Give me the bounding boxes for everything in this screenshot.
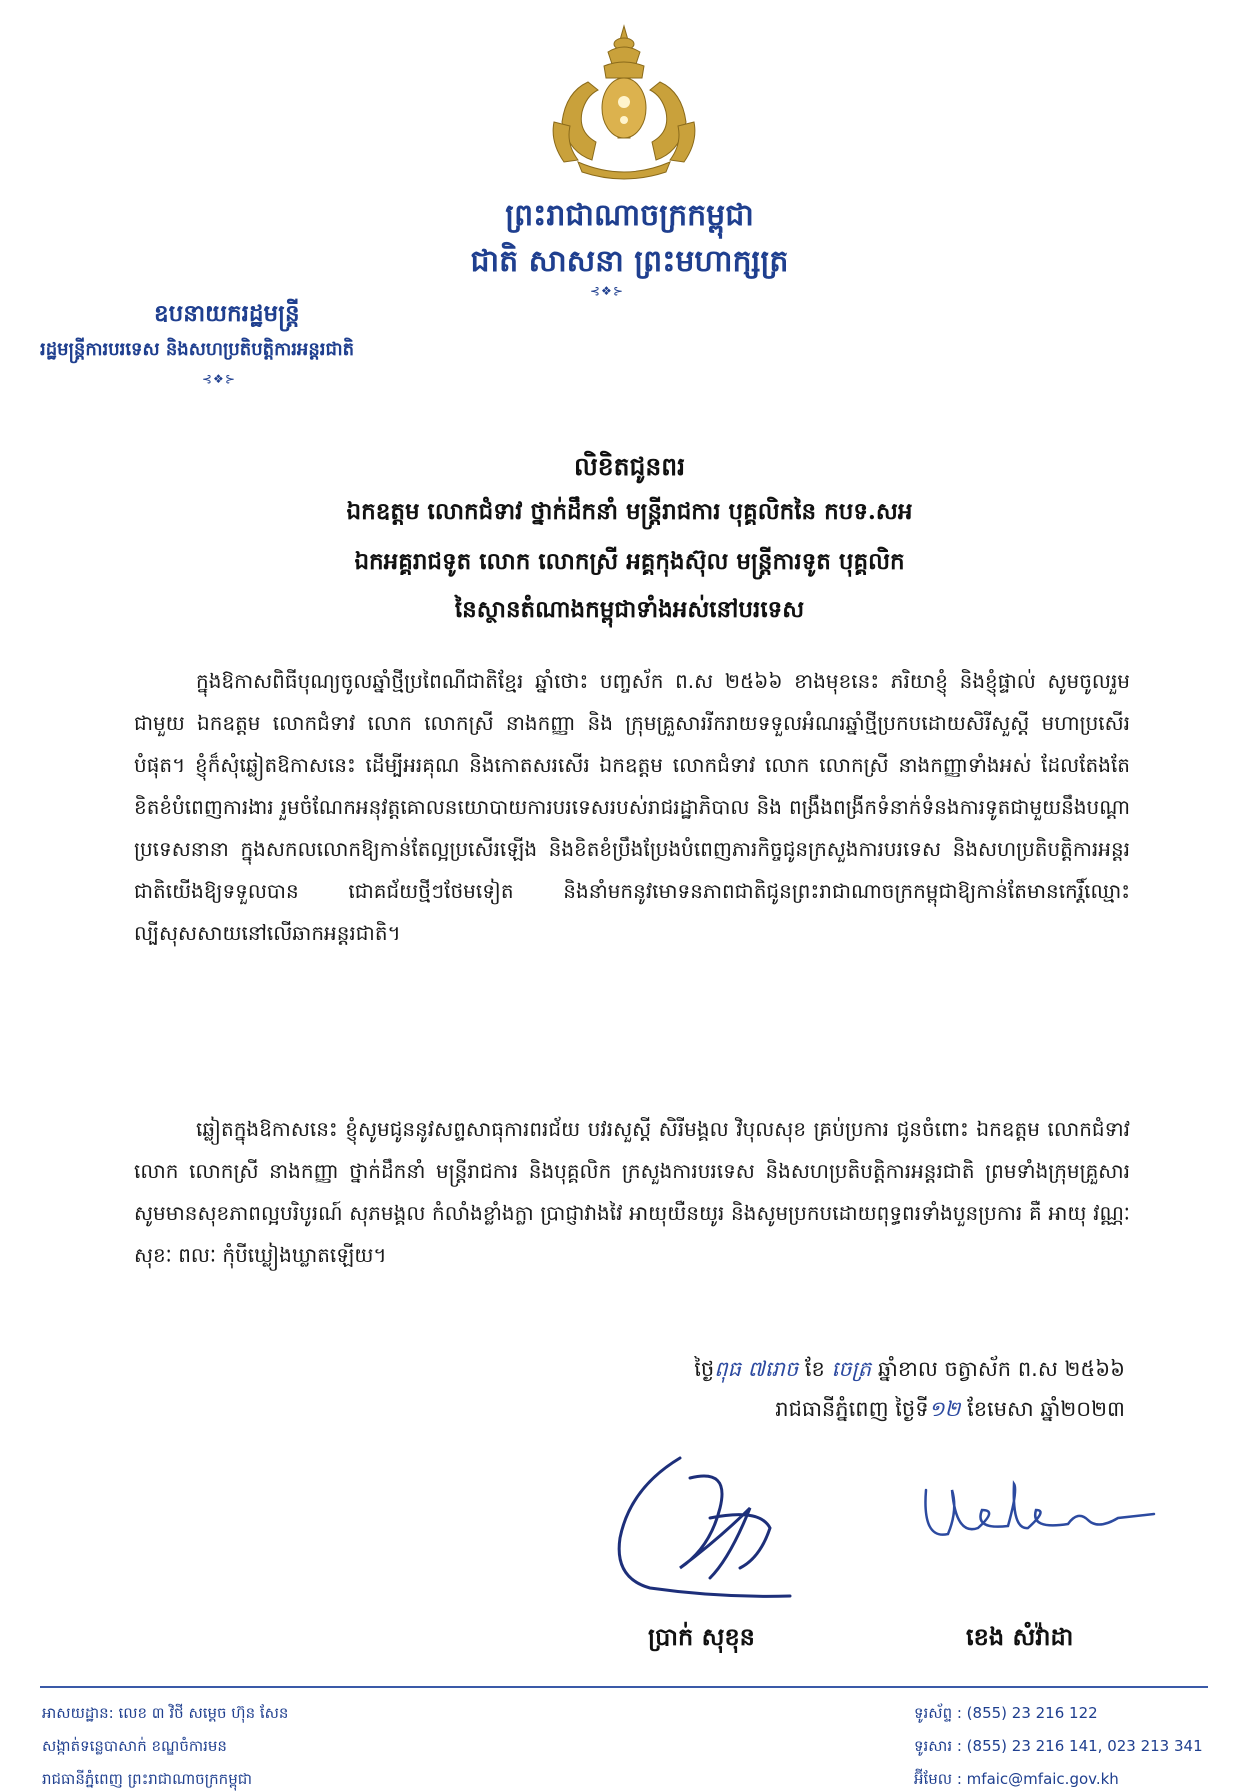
footer-address-1: អាសយដ្ឋាន: លេខ ៣ វិថី សម្តេច ហ៊ុន សែន [42, 1704, 289, 1722]
lunar-month-prefix: ខែ [804, 1357, 825, 1381]
letter-title: លិខិតជូនពរ [573, 452, 686, 481]
recipient-line-1: ឯកឧត្តម លោកជំទាវ ថ្នាក់ដឹកនាំ មន្ត្រីរាជការ បុគ្គលិកនៃ កបទ.សអ [346, 498, 913, 525]
solar-date [775, 1396, 1125, 1427]
paragraph-1-text: ក្នុងឱកាសពិធីបុណ្យចូលឆ្នាំថ្មីប្រពៃណីជាតិខ្មែរ ឆ្នាំថោះ បញ្ចស័ក ព.ស ២៥៦៦ ខាងមុខនេះ ភរិយាខ្ញុំ និងខ្ញុំផ្ទាល់ សូមចូលរួមជាមួយ ឯកឧត្តម លោកជំទាវ លោក លោកស្រី នាងកញ្ញា និង ក្រុមគ្រួសាររីករាយទទួលអំណរឆ្នាំថ្មីប្រកបដោយសិរីសួស្តី មហាប្រសើរបំផុត។ ខ្ញុំក៏សុំឆ្លៀតឱកាសនេះ ដើម្បីអរគុណ និងកោតសរសើរ ឯកឧត្តម លោកជំទាវ លោក លោកស្រី នាងកញ្ញាទាំងអស់ ដែលតែងតែខិតខំបំពេញការងារ រួមចំណែកអនុវត្តគោលនយោបាយការបរទេសរបស់រាជរដ្ឋាភិបាល និង ពង្រឹងពង្រីកទំនាក់ទំនងការទូតជាមួយនឹងបណ្តាប្រទេសនានា ក្នុងសកលលោកឱ្យកាន់តែល្អប្រសើរឡើង និងខិតខំប្រឹងប្រែងបំពេញភារកិច្ចជូនក្រសួងការបរទេស និងសហប្រតិបត្តិការអន្តរជាតិយើងឱ្យទទួលបាន ជោគជ័យថ្មីៗថែមទៀត និងនាំមកនូវមោទនភាពជាតិជូនព្រះរាជាណាចក្រកម្ពុជាឱ្យកាន់តែមានកេរ្តិ៍ឈ្មោះ ល្បីសុសសាយនៅលើឆាកអន្តរជាតិ។ [134, 669, 1130, 945]
lunar-date-handwritten: ៧រោច [747, 1357, 799, 1381]
solar-prefix: រាជធានីភ្នំពេញ ថ្ងៃទី [775, 1397, 929, 1421]
lunar-month-handwritten: ចេត្រ [831, 1357, 872, 1381]
lunar-prefix: ថ្ងៃ [694, 1357, 715, 1381]
recipient-line-2: ឯកអគ្គរាជទូត លោក លោកស្រី អគ្គកុងស៊ុល មន្ត្រីការទូត បុគ្គលិក [354, 548, 905, 575]
paragraph-2-text: ឆ្លៀតក្នុងឱកាសនេះ ខ្ញុំសូមជូននូវសព្ទសាធុការពរជ័យ បវរសួស្តី សិរីមង្គល វិបុលសុខ គ្រប់ប្រការ ជូនចំពោះ ឯកឧត្តម លោកជំទាវ លោក លោកស្រី នាងកញ្ញា ថ្នាក់ដឹកនាំ មន្ត្រីរាជការ និងបុគ្គលិក ក្រសួងការបរទេស និងសហប្រតិបត្តិការអន្តរជាតិ ព្រមទាំងក្រុមគ្រួសារ សូមមានសុខភាពល្អបរិបូរណ៍ សុភមង្គល កំលាំងខ្លាំងក្លា ប្រាជ្ញាវាងវៃ អាយុយឺនយូរ និងសូមប្រកបដោយពុទ្ធពរទាំងបួនប្រការ គឺ អាយុ វណ្ណៈ សុខៈ ពលៈ កុំបីឃ្លៀងឃ្លាតឡើយ។ [134, 1117, 1130, 1267]
signatory-name-left: ប្រាក់ សុខុន [648, 1622, 755, 1651]
lunar-year: ឆ្នាំខាល ចត្វាស័ក ព.ស ២៥៦៦ [877, 1357, 1125, 1381]
footer-fax: ទូរសារ : (855) 23 216 141, 023 213 341 [914, 1737, 1203, 1755]
footer-divider [40, 1686, 1208, 1688]
royal-emblem [548, 22, 700, 180]
recipient-line-3: នៃស្ថានតំណាងកម្ពុជាទាំងអស់នៅបរទេស [454, 596, 805, 623]
divider-ornament-left: ⊰❖⊱ [202, 372, 236, 386]
lunar-day-handwritten: ពុធ [714, 1357, 741, 1381]
solar-day-handwritten: ១២ [928, 1397, 961, 1421]
signature-left [610, 1448, 830, 1608]
national-motto: ជាតិ សាសនា ព្រះមហាក្សត្រ [470, 244, 789, 279]
divider-ornament: ⊰❖⊱ [590, 284, 624, 298]
footer-email[interactable]: អ៊ីមែល : mfaic@mfaic.gov.kh [914, 1770, 1119, 1788]
kingdom-name: ព្រះរាជាណាចក្រកម្ពុជា [505, 198, 754, 233]
office-subtitle: រដ្ឋមន្ត្រីការបរទេស និងសហប្រតិបត្តិការអន្តរជាតិ [40, 339, 355, 360]
footer-phone: ទូរស័ព្ទ : (855) 23 216 122 [914, 1704, 1098, 1722]
solar-suffix: ខែមេសា ឆ្នាំ២០២៣ [960, 1397, 1125, 1421]
signatory-name-right: ខេង សំវ៉ាដា [966, 1622, 1074, 1651]
signature-right [918, 1470, 1158, 1560]
footer-address-2: សង្កាត់ទន្លេបាសាក់ ខណ្ឌចំការមន [42, 1737, 227, 1755]
body-paragraph-2 [134, 1108, 1130, 1276]
office-title: ឧបនាយករដ្ឋមន្ត្រី [154, 300, 300, 327]
body-paragraph-1 [134, 660, 1130, 954]
footer-address-3: រាជធានីភ្នំពេញ ព្រះរាជាណាចក្រកម្ពុជា [42, 1770, 252, 1788]
lunar-date [694, 1356, 1125, 1387]
